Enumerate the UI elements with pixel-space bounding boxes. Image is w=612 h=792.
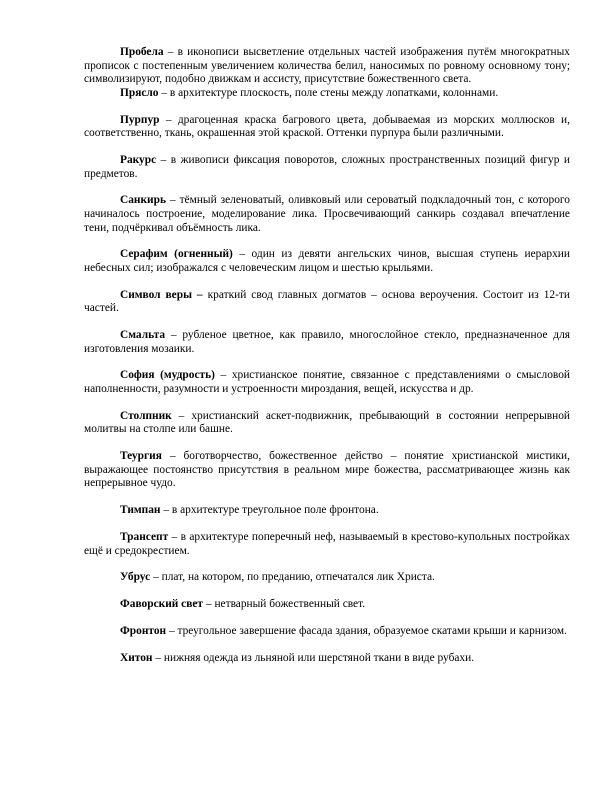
glossary-entry <box>84 46 570 87</box>
glossary-entry <box>84 289 570 316</box>
glossary-entry <box>84 531 570 558</box>
entry-term: Ракурс <box>120 153 157 166</box>
entry-term: Тимпан <box>120 504 161 517</box>
entry-definition: – тёмный зеленоватый, оливковый или сероватый подкладочный тон, с которого начиналось построение, моделирование лика. Просвечивающий санкирь создавал впечатление тени, подчёркивал объёмность лика. <box>84 194 570 234</box>
entry-definition: – христианское понятие, связанное с представлениями о смысловой наполненности, разумности и устроенности мироздания, вещей, искусства и др. <box>84 369 570 395</box>
entry-term: Санкирь <box>120 194 166 207</box>
entry-definition: – в живописи фиксация поворотов, сложных пространственных позиций фигур и предметов. <box>84 153 570 180</box>
glossary-entry <box>84 248 570 275</box>
entry-term: Убрус <box>120 571 151 584</box>
glossary-entry <box>84 652 570 666</box>
glossary-entry <box>84 154 570 181</box>
entry-definition: – в архитектуре плоскость, поле стены между лопатками, колоннами. <box>158 86 499 99</box>
entry-definition: – в архитектуре поперечный неф, называемый в крестово-купольных постройках ещё и средокрестием. <box>84 530 570 557</box>
entry-term: Пурпур <box>120 113 160 126</box>
glossary-entry <box>84 450 570 491</box>
entry-term: Теургия <box>120 450 162 463</box>
glossary-entry <box>84 571 570 585</box>
glossary-entry <box>84 625 570 639</box>
glossary-entry <box>84 329 570 356</box>
entry-term: Символ веры – <box>120 288 203 301</box>
entry-definition: – боготворчество, божественное действо – понятие христианской мистики, выражающее постоянство присутствия в реальном мире божества, рассматривающее жизнь как непрерывное чудо. <box>84 450 570 490</box>
entry-term: Пробела <box>120 46 164 58</box>
glossary-entry <box>84 504 570 518</box>
glossary-entry <box>84 598 570 612</box>
glossary-entry <box>84 194 570 235</box>
entry-term: Трансепт <box>120 530 169 543</box>
glossary-entry <box>84 114 570 141</box>
entry-definition: – в иконописи высветление отдельных частей изображения путём многократных прописок с постепенным увеличением количества белил, наносимых по ровному основному тону; символизируют, подобно движкам и ассисту, присутствие божественного света. <box>84 46 570 86</box>
entry-definition: – рубленое цветное, как правило, многослойное стекло, предназначенное для изготовления мозаики. <box>84 329 570 355</box>
entry-definition: краткий свод главных догматов – основа вероучения. Состоит из 12-ти частей. <box>84 288 570 315</box>
glossary-entry <box>84 369 570 396</box>
entry-term: Фаворский свет <box>120 598 204 611</box>
entry-definition: – один из девяти ангельских чинов, высшая ступень иерархии небесных сил; изображался с человеческим лицом и шестью крыльями. <box>84 248 570 274</box>
entry-term: Фронтон <box>120 624 167 637</box>
entry-definition: – треугольное завершение фасада здания, образуемое скатами крыши и карнизом. <box>166 624 567 637</box>
entry-term: София (мудрость) <box>120 369 215 382</box>
entry-term: Серафим (огненный) <box>120 248 233 261</box>
entry-definition: – христианский аскет-подвижник, пребывающий в состоянии непрерывной молитвы на столпе или башне. <box>84 409 570 436</box>
glossary-entry <box>84 410 570 437</box>
entry-definition: – плат, на котором, по преданию, отпечатался лик Христа. <box>150 571 435 584</box>
entry-definition: – драгоценная краска багрового цвета, добываемая из морских моллюсков и, соответственно, ткань, окрашенная этой краской. Оттенки пурпура были различными. <box>84 113 570 140</box>
entry-term: Смальта <box>120 329 166 342</box>
entry-term: Прясло <box>120 86 159 99</box>
entry-term: Столпник <box>120 409 172 422</box>
entry-term: Хитон <box>120 651 153 664</box>
glossary-entry <box>84 87 570 101</box>
entry-definition: – в архитектуре треугольное поле фронтона. <box>160 504 379 517</box>
entry-definition: – нижняя одежда из льняной или шерстяной ткани в виде рубахи. <box>152 651 475 664</box>
entry-definition: – нетварный божественный свет. <box>203 598 366 611</box>
glossary-entries <box>84 46 570 665</box>
